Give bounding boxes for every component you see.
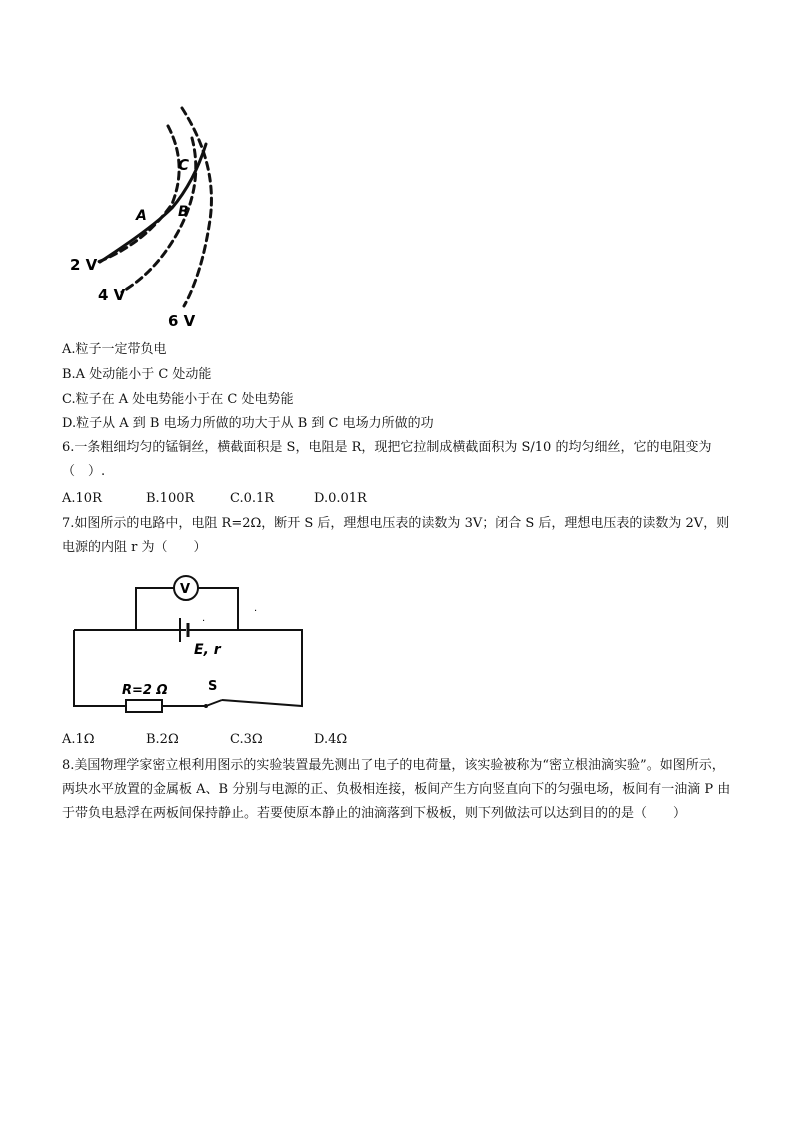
resistor [126, 700, 162, 712]
q6-option-d: D.0.01R [314, 491, 367, 506]
circuit-wire-outer [74, 630, 302, 706]
question-7-stem: 7.如图所示的电路中，电阻 R=2Ω，断开 S 后，理想电压表的读数为 3V；闭合 S 后，理想电压表的读数为 2V，则电源的内阻 r 为（ ） [62, 516, 730, 555]
label-a: A [136, 208, 147, 224]
label-c: C [178, 156, 190, 174]
q6-option-a: A.10R [62, 491, 102, 506]
q6-option-b: B.100R [146, 491, 195, 506]
q7-option-d: D.4Ω [314, 732, 348, 747]
voltmeter-label: V [180, 582, 191, 597]
switch-lever [206, 700, 222, 706]
q7-option-b: B.2Ω [146, 732, 179, 747]
battery-label: E, r [194, 642, 221, 658]
q6-option-c: C.0.1R [230, 491, 275, 506]
circuit-diagram [66, 566, 310, 722]
q5-option-a: A.粒子一定带负电 [62, 342, 167, 357]
question-8-stem: 8.美国物理学家密立根利用图示的实验装置最先测出了电子的电荷量，该实验被称为“密立根油滴实验”。如图所示，两块水平放置的金属板 A、B 分别与电源的正、负极相连接，板间产生方向竖直向下的匀强电场，板间有一油滴 P 由于带负电悬浮在两板间保持静止。若要使原本静止的油滴落到下极板，则下列做法可以达到目的的是（ ） [62, 758, 731, 821]
q7-option-c: C.3Ω [230, 732, 263, 747]
q5-option-d: D.粒子从 A 到 B 电场力所做的功大于从 B 到 C 电场力所做的功 [62, 416, 434, 431]
q5-option-c: C.粒子在 A 处电势能小于在 C 处电势能 [62, 392, 294, 407]
switch-label: S [208, 679, 218, 694]
q5-option-b: B.A 处动能小于 C 处动能 [62, 367, 212, 382]
equipotential-figure [60, 104, 230, 336]
equipotential-line-2v [98, 126, 179, 262]
dot-mark: · [202, 616, 206, 627]
label-6v: 6 V [168, 312, 196, 330]
label-b: B [178, 204, 189, 220]
q7-option-a: A.1Ω [62, 732, 95, 747]
label-2v: 2 V [70, 256, 98, 274]
label-4v: 4 V [98, 286, 126, 304]
resistor-label: R=2 Ω [122, 683, 168, 698]
question-6-stem: 6.一条粗细均匀的锰铜丝，横截面积是 S，电阻是 R，现把它拉制成横截面积为 S/10 的均匀细丝，它的电阻变为（ ）. [62, 440, 712, 479]
dot-mark-2: · [254, 606, 258, 617]
